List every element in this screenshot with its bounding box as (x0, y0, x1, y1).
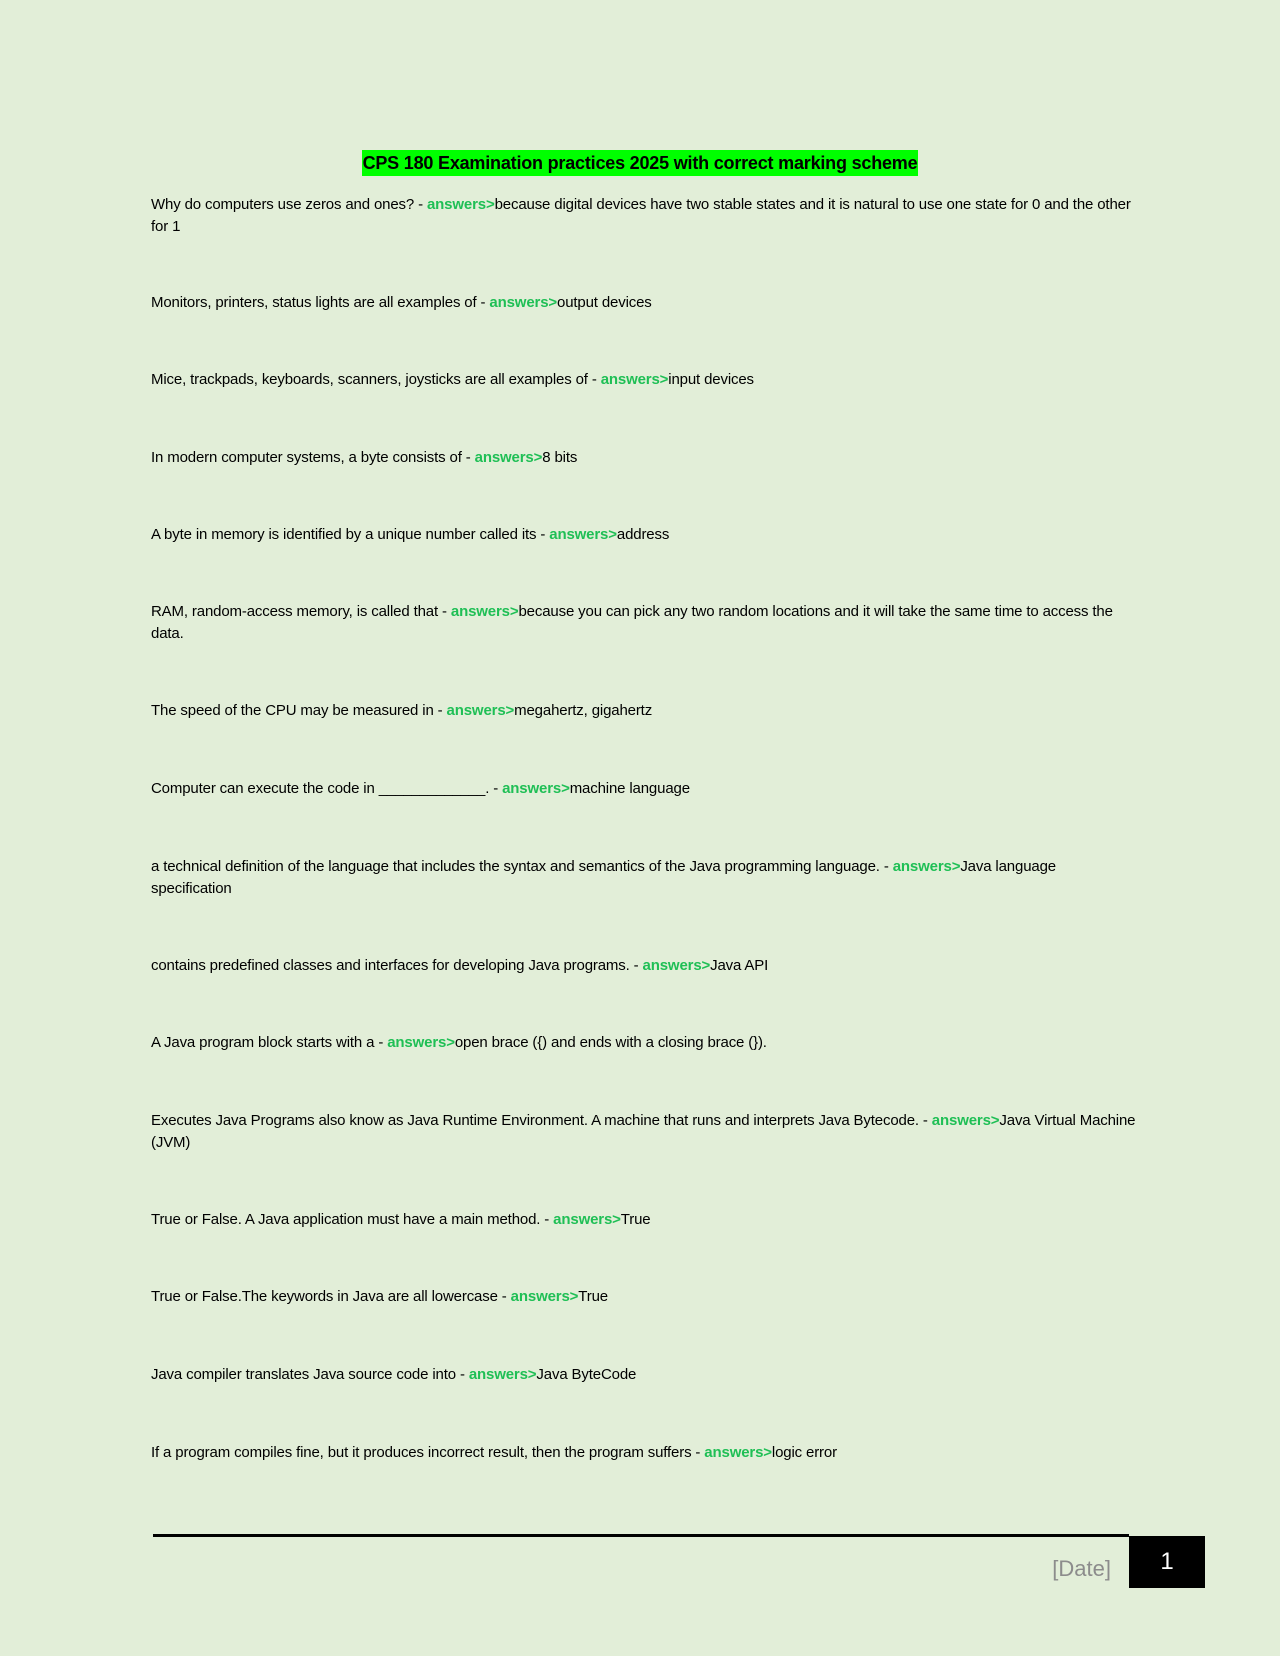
page-number: 1 (1129, 1536, 1205, 1588)
question-text: The speed of the CPU may be measured in - (151, 702, 447, 719)
question-text: a technical definition of the language that includes the syntax and semantics of the Java programming language. - (151, 858, 893, 875)
qa-item (151, 856, 1136, 900)
question-text: Executes Java Programs also know as Java Runtime Environment. A machine that runs and interprets Java Bytecode. - (151, 1112, 932, 1129)
answer-text: megahertz, gigahertz (514, 702, 653, 719)
qa-item (151, 955, 1136, 977)
answer-label: answers> (892, 858, 961, 875)
answer-label: answers> (446, 702, 515, 719)
answer-label: answers> (387, 1034, 455, 1051)
qa-item (151, 778, 1136, 800)
qa-item (151, 1032, 1136, 1054)
question-text: contains predefined classes and interfaces for developing Java programs. - (151, 957, 643, 974)
answer-text: logic error (771, 1444, 837, 1461)
question-text: RAM, random-access memory, is called that - (151, 603, 451, 620)
answer-text: Java Virtual Machine (JVM) (151, 1112, 1136, 1151)
qa-item (151, 524, 1136, 546)
answer-label: answers> (931, 1112, 1000, 1129)
footer-date: [Date] (1052, 1556, 1111, 1581)
question-text: Mice, trackpads, keyboards, scanners, joysticks are all examples of - (151, 371, 601, 388)
answer-text: Java ByteCode (536, 1366, 637, 1383)
answer-text: because you can pick any two random locations and it will take the same time to access the data. (151, 603, 1113, 642)
qa-item (151, 601, 1136, 645)
answer-label: answers> (600, 371, 669, 388)
question-text: In modern computer systems, a byte consists of - (151, 449, 475, 466)
question-text: If a program compiles fine, but it produces incorrect result, then the program suffers - (151, 1444, 705, 1461)
qa-item (151, 1209, 1136, 1231)
qa-item (151, 1286, 1136, 1308)
answer-label: answers> (468, 1366, 537, 1383)
answer-label: answers> (489, 294, 558, 311)
question-text: True or False.The keywords in Java are all lowercase - (151, 1288, 511, 1305)
answer-text: 8 bits (542, 449, 578, 466)
question-text: Java compiler translates Java source code into - (151, 1366, 469, 1383)
answer-label: answers> (510, 1288, 579, 1305)
qa-item (151, 700, 1136, 722)
qa-item (151, 1364, 1136, 1386)
page-title: CPS 180 Examination practices 2025 with correct marking scheme (362, 150, 919, 176)
question-text: True or False. A Java application must have a main method. - (151, 1211, 554, 1228)
answer-text: True (620, 1211, 651, 1228)
answer-label: answers> (704, 1444, 772, 1461)
answer-text: input devices (668, 371, 754, 388)
question-text: A Java program block starts with a - (151, 1034, 388, 1051)
qa-item (151, 1110, 1136, 1154)
question-text: Why do computers use zeros and ones? - (151, 196, 427, 213)
qa-item (151, 292, 1136, 314)
answer-label: answers> (450, 603, 519, 620)
qa-item (151, 1442, 1136, 1464)
question-text: A byte in memory is identified by a unique number called its - (151, 526, 550, 543)
answer-text: machine language (569, 780, 690, 797)
answer-label: answers> (474, 449, 543, 466)
page-title-wrapper (0, 150, 1280, 176)
answer-text: Java language specification (151, 858, 1056, 897)
qa-item (151, 447, 1136, 469)
question-text: Monitors, printers, status lights are all examples of - (151, 294, 490, 311)
answer-text: address (616, 526, 670, 543)
qa-item (151, 194, 1136, 238)
answer-text: open brace ({) and ends with a closing brace (}). (454, 1034, 767, 1051)
question-text: Computer can execute the code in _____________. - (151, 780, 503, 797)
answer-text: because digital devices have two stable states and it is natural to use one state for 0 and the other for 1 (151, 196, 1131, 235)
answer-text: Java API (710, 957, 769, 974)
qa-item (151, 369, 1136, 391)
answer-text: True (578, 1288, 608, 1305)
answer-label: answers> (549, 526, 617, 543)
answer-label: answers> (426, 196, 495, 213)
footer-divider (153, 1534, 1129, 1537)
answer-label: answers> (642, 957, 711, 974)
answer-label: answers> (502, 780, 570, 797)
answer-label: answers> (553, 1211, 621, 1228)
answer-text: output devices (557, 294, 652, 311)
